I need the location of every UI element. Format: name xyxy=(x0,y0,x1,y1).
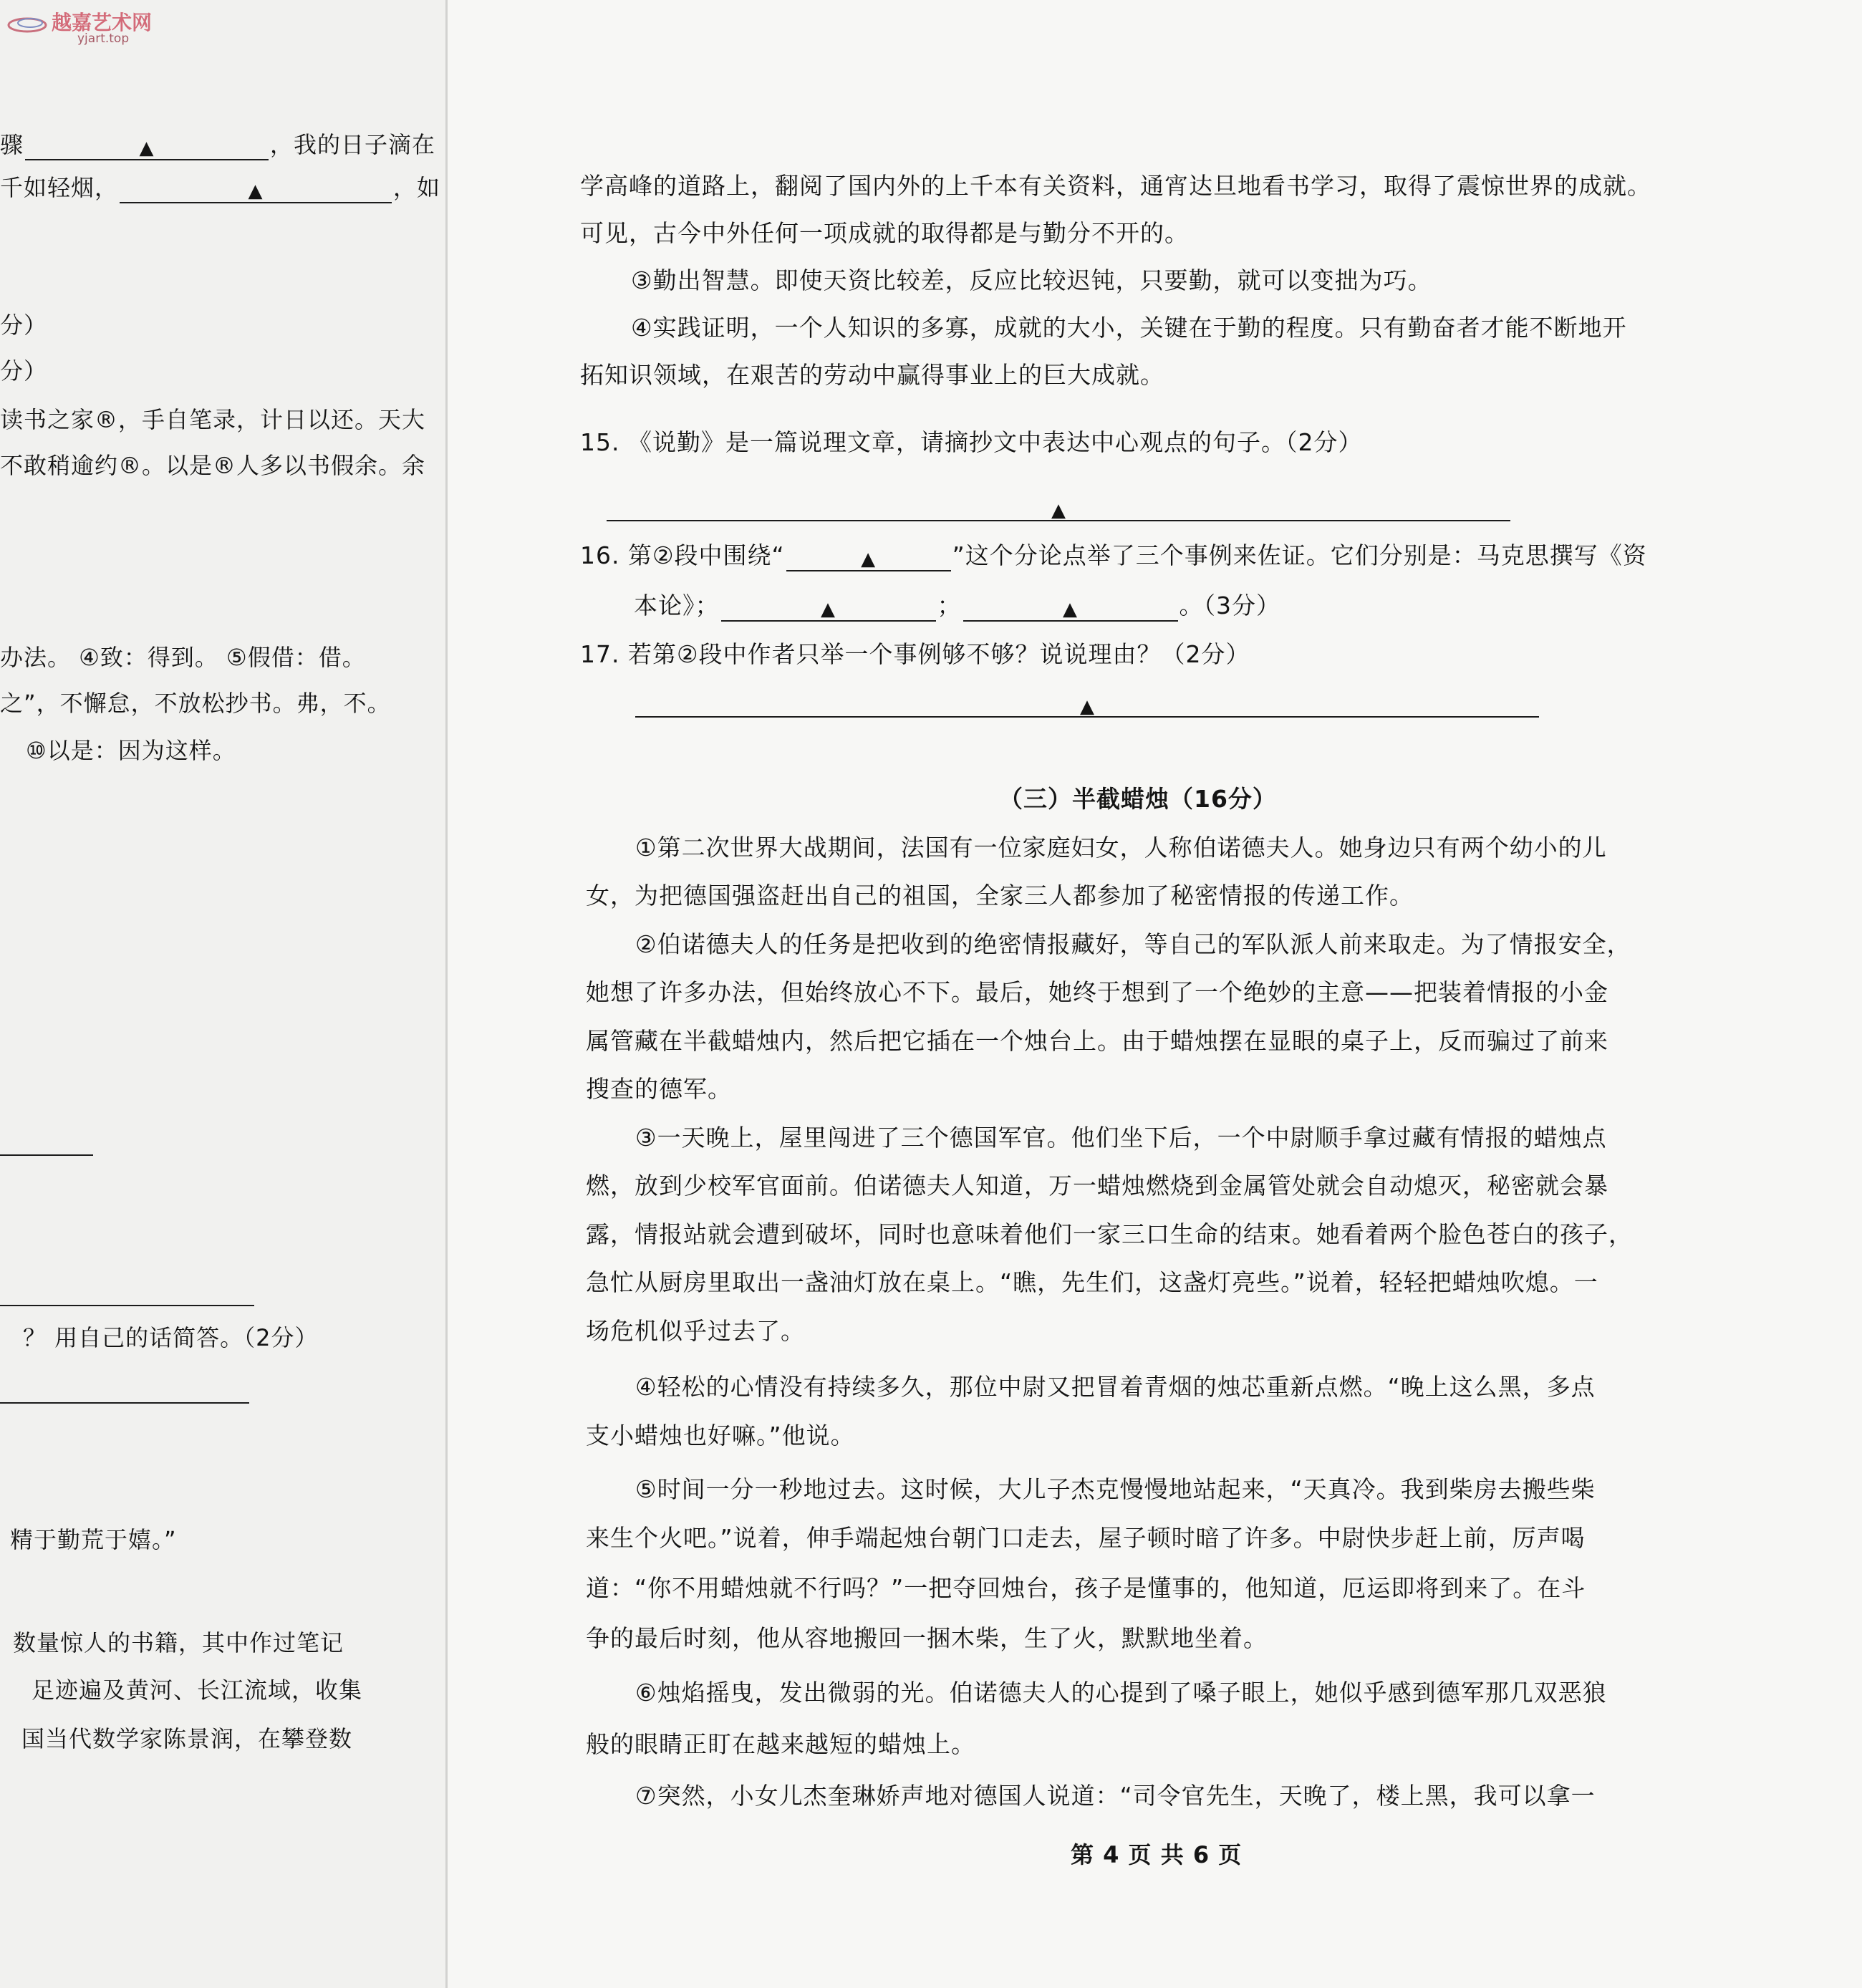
left-line-13: 足迹遍及黄河、长江流域，收集 xyxy=(32,1676,363,1704)
answer-blank-q16-2[interactable] xyxy=(721,596,936,622)
question-17: 17. 若第②段中作者只举一个事例够不够？说说理由？（2分） xyxy=(580,640,1250,668)
story-paragraph-5: ⑤时间一分一秒地过去。这时候，大儿子杰克慢慢地站起来，“天真冷。我到柴房去搬些柴 xyxy=(635,1475,1596,1503)
answer-line[interactable] xyxy=(0,1154,93,1156)
left-line-5: 读书之家®，手自笔录，计日以还。天大 xyxy=(0,406,426,433)
answer-line-q15[interactable] xyxy=(607,500,1510,521)
answer-marker: ▲ xyxy=(1063,599,1078,620)
story-line: 女，为把德国强盗赶出自己的祖国，全家三人都参加了秘密情报的传递工作。 xyxy=(586,882,1414,909)
story-paragraph-3: ③一天晚上，屋里闯进了三个德国军官。他们坐下后，一个中尉顺手拿过藏有情报的蜡烛点 xyxy=(635,1124,1607,1152)
left-line-1: 骤 ▲ ，我的日子滴在 xyxy=(0,131,436,159)
section-title: （三）半截蜡烛（16分） xyxy=(999,785,1277,813)
left-line-6: 不敢稍逾约®。以是®人多以书假余。余 xyxy=(0,452,426,479)
answer-line[interactable] xyxy=(0,1305,254,1306)
left-line-7: 办法。 ④致：得到。 ⑤假借：借。 xyxy=(0,644,366,671)
passage-line: 学高峰的道路上，翻阅了国内外的上千本有关资料，通宵达旦地看书学习，取得了震惊世界的成就。 xyxy=(580,172,1651,200)
question-16-continued: 本论》； ▲ ； ▲ 。（3分） xyxy=(634,592,1280,620)
answer-marker: ▲ xyxy=(821,599,836,620)
watermark-url: yjart.top xyxy=(77,32,130,46)
answer-line[interactable] xyxy=(0,1402,249,1404)
left-line-9: ⑩以是：因为这样。 xyxy=(26,737,236,764)
left-page-fragment xyxy=(0,0,448,1988)
passage-line: 拓知识领域，在艰苦的劳动中赢得事业上的巨大成就。 xyxy=(580,361,1164,389)
answer-marker: ▲ xyxy=(248,180,264,202)
answer-marker: ▲ xyxy=(1051,500,1066,521)
story-line: 搜查的德军。 xyxy=(586,1075,732,1103)
story-line: 般的眼睛正盯在越来越短的蜡烛上。 xyxy=(586,1730,975,1758)
story-paragraph-2: ②伯诺德夫人的任务是把收到的绝密情报藏好，等自己的军队派人前来取走。为了情报安全， xyxy=(635,930,1631,958)
story-line: 属管藏在半截蜡烛内，然后把它插在一个烛台上。由于蜡烛摆在显眼的桌子上，反而骗过了前来 xyxy=(586,1027,1608,1055)
question-15: 15. 《说勤》是一篇说理文章，请摘抄文中表达中心观点的句子。（2分） xyxy=(580,428,1363,456)
story-paragraph-4: ④轻松的心情没有持续多久，那位中尉又把冒着青烟的烛芯重新点燃。“晚上这么黑，多点 xyxy=(635,1373,1596,1401)
passage-line: 可见，古今中外任何一项成就的取得都是与勤分不开的。 xyxy=(580,219,1189,247)
story-line: 支小蜡烛也好嘛。”他说。 xyxy=(586,1422,855,1449)
answer-blank-q16-3[interactable] xyxy=(963,596,1178,622)
story-line: 急忙从厨房里取出一盏油灯放在桌上。“瞧，先生们，这盏灯亮些。”说着，轻轻把蜡烛吹熄。一 xyxy=(586,1268,1598,1296)
watermark-name: 越嘉艺术网 xyxy=(52,11,153,34)
story-paragraph-7: ⑦突然，小女儿杰奎琳娇声地对德国人说道：“司令官先生，天晚了，楼上黑，我可以拿一 xyxy=(635,1782,1596,1810)
story-line: 来生个火吧。”说着，伸手端起烛台朝门口走去，屋子顿时暗了许多。中尉快步赶上前，厉声喝 xyxy=(586,1524,1586,1552)
story-paragraph-1: ①第二次世界大战期间，法国有一位家庭妇女，人称伯诺德夫人。她身边只有两个幼小的儿 xyxy=(635,834,1607,862)
story-line: 争的最后时刻，他从容地搬回一捆木柴，生了火，默默地坐着。 xyxy=(586,1624,1268,1652)
answer-line-q17[interactable] xyxy=(635,696,1539,718)
story-line: 道：“你不用蜡烛就不行吗？”一把夺回烛台，孩子是懂事的，他知道，厄运即将到来了。在斗 xyxy=(586,1574,1586,1602)
left-line-2: 千如轻烟， ▲ ，如 xyxy=(0,174,441,202)
story-paragraph-6: ⑥烛焰摇曳，发出微弱的光。伯诺德夫人的心提到了嗓子眼上，她似乎感到德军那几双恶狼 xyxy=(635,1679,1607,1707)
question-16: 16. 第②段中围绕“ ▲ ”这个分论点举了三个事例来佐证。它们分别是：马克思撰写《资 xyxy=(580,541,1647,570)
right-page xyxy=(448,0,1862,1988)
left-line-8: 之”，不懈怠，不放松抄书。弗，不。 xyxy=(0,690,391,717)
page-number-footer: 第 4 页 共 6 页 xyxy=(1071,1841,1243,1868)
left-line-10: ？ 用自己的话简答。（2分） xyxy=(23,1324,319,1351)
left-line-11: 精于勤荒于嬉。” xyxy=(10,1526,177,1553)
answer-marker: ▲ xyxy=(139,137,155,159)
story-line: 燃，放到少校军官面前。伯诺德夫人知道，万一蜡烛燃烧到金属管处就会自动熄灭，秘密就会暴 xyxy=(586,1172,1608,1200)
story-line: 场危机似乎过去了。 xyxy=(586,1317,805,1345)
watermark-logo-icon xyxy=(6,13,50,34)
left-line-12: 数量惊人的书籍，其中作过笔记 xyxy=(13,1629,344,1656)
left-line-4: 分） xyxy=(0,357,48,385)
story-line: 露，情报站就会遭到破坏，同时也意味着他们一家三口生命的结束。她看着两个脸色苍白的孩子， xyxy=(586,1220,1633,1248)
answer-marker: ▲ xyxy=(1080,696,1094,718)
answer-blank[interactable] xyxy=(120,178,392,203)
passage-paragraph-4: ④实践证明，一个人知识的多寡，成就的大小，关键在于勤的程度。只有勤奋者才能不断地开 xyxy=(631,314,1627,342)
left-line-3: 分） xyxy=(0,312,48,339)
story-line: 她想了许多办法，但始终放心不下。最后，她终于想到了一个绝妙的主意——把装着情报的小金 xyxy=(586,978,1608,1006)
passage-paragraph-3: ③勤出智慧。即使天资比较差，反应比较迟钝，只要勤，就可以变拙为巧。 xyxy=(631,266,1432,294)
answer-blank-q16-1[interactable] xyxy=(786,546,951,571)
answer-marker: ▲ xyxy=(861,549,877,570)
answer-blank[interactable] xyxy=(25,135,269,160)
left-line-14: 国当代数学家陈景润，在攀登数 xyxy=(21,1725,353,1752)
